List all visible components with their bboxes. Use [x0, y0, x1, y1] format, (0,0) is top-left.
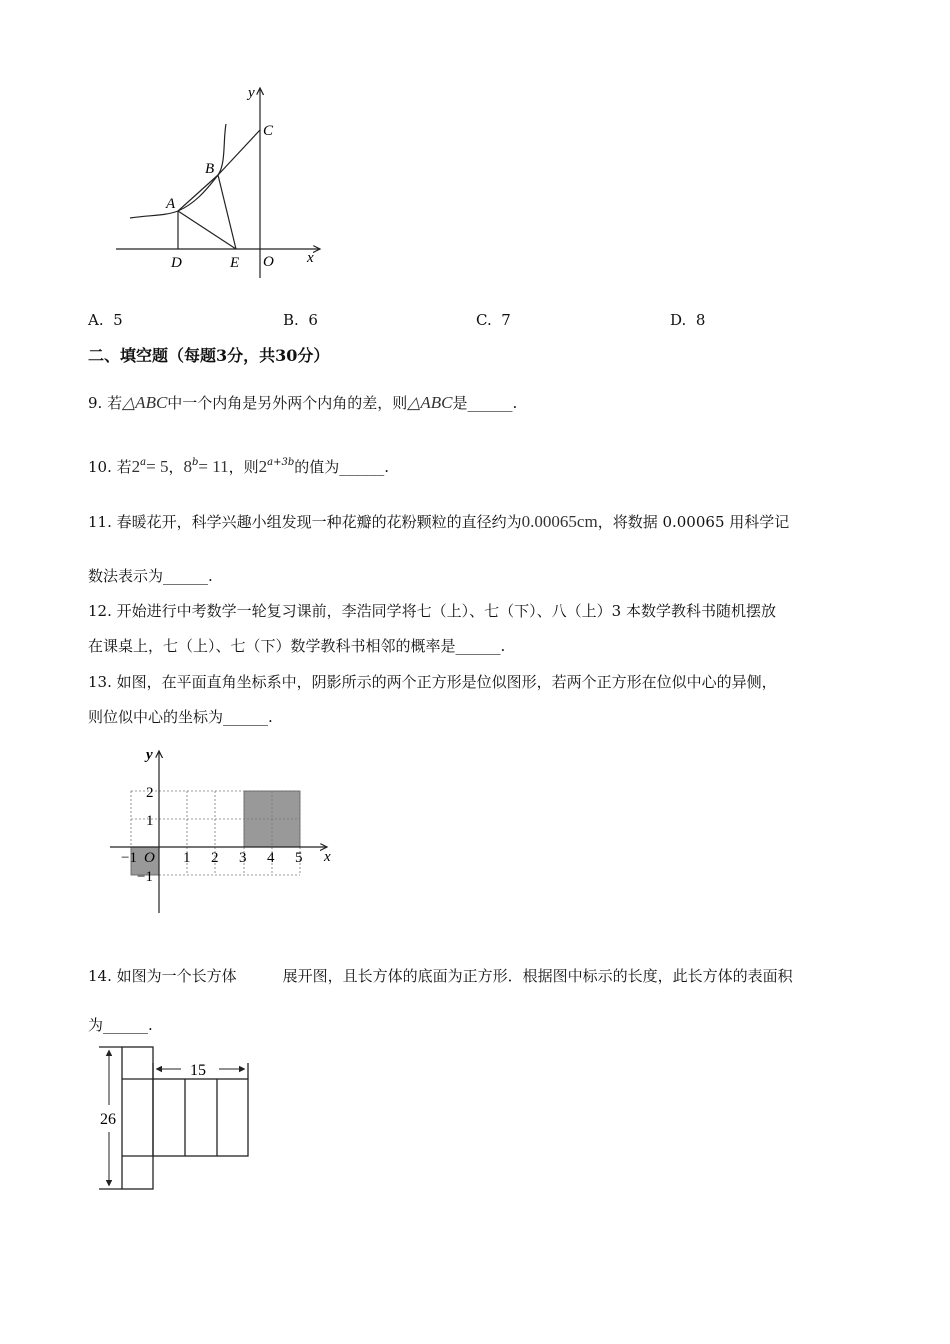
question-12: 12. 开始进行中考数学一轮复习课前，李浩同学将七（上）、七（下）、八（上）3 本数学教科书随机摆放 [88, 602, 776, 620]
option-b: B. 6 [283, 311, 318, 329]
label-b: B [205, 161, 215, 177]
question-13: 13. 如图，在平面直角坐标系中，阴影所示的两个正方形是位似图形，若两个正方形在位似中心的异侧， [88, 673, 777, 691]
question-14-cont: 为______. [88, 1016, 153, 1034]
segment-ae [178, 211, 236, 249]
label-x: x [324, 849, 331, 865]
segment-ab [178, 175, 218, 211]
section-heading: 二、填空题（每题3分，共30分） [88, 346, 330, 365]
tick-y-1: 1 [146, 813, 154, 829]
figure-cuboid-net [95, 1040, 260, 1195]
triangle-abc: △ABC [407, 393, 453, 412]
label-a: A [166, 196, 176, 212]
label-x: x [307, 250, 314, 266]
question-12-cont: 在课桌上，七（上）、七（下）数学教科书相邻的概率是______. [88, 637, 506, 655]
label-d: D [171, 255, 182, 271]
question-13-cont: 则位似中心的坐标为______. [88, 708, 273, 726]
tick-x-4: 4 [267, 850, 275, 866]
option-c: C. 7 [476, 311, 511, 329]
question-14: 14. 如图为一个长方体 展开图，且长方体的底面为正方形．根据图中标示的长度，此长方体的表面积 [88, 967, 793, 985]
tick-x-neg1: −1 [121, 850, 137, 866]
tick-x-5: 5 [295, 850, 303, 866]
label-c: C [263, 123, 274, 139]
question-10: 10. 若$2^a= 5$，$8^b= 11$，则$2^{a+3b}$的值为______. [88, 457, 390, 476]
question-9: 9. 若△ABC中一个内角是另外两个内角的差，则△ABC是______. [88, 393, 518, 412]
label-o: O [263, 254, 274, 270]
label-y: y [146, 747, 153, 763]
tick-x-1: 1 [183, 850, 191, 866]
tick-x-2: 2 [211, 850, 219, 866]
question-11: 11. 春暖花开，科学兴趣小组发现一种花瓣的花粉颗粒的直径约为0.00065cm，将数据 0.00065 用科学记 [88, 512, 790, 531]
width-label: 15 [190, 1062, 206, 1079]
figure-coordinate-grid [105, 743, 345, 918]
figure-curve-triangle [110, 80, 340, 280]
triangle-abc: △ABC [122, 393, 168, 412]
tick-y-2: 2 [146, 785, 154, 801]
question-11-cont: 数法表示为______. [88, 567, 213, 585]
tick-x-3: 3 [239, 850, 247, 866]
label-origin: O [144, 850, 155, 866]
segment-be [218, 175, 236, 249]
option-d: D. 8 [670, 311, 706, 329]
option-a: A. 5 [88, 311, 123, 329]
label-y: y [248, 85, 255, 101]
tick-y-neg1: −1 [137, 869, 153, 885]
label-e: E [230, 255, 240, 271]
height-label: 26 [100, 1111, 116, 1128]
